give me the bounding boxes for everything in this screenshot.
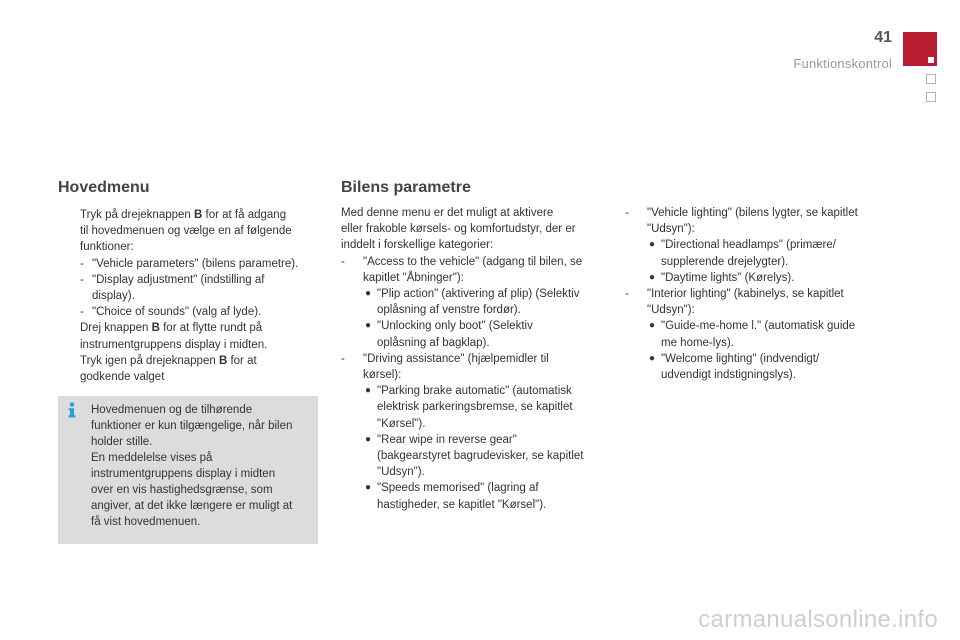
option-guide-me-home: ● "Guide-me-home l." (automatisk guide me home-lys).: [649, 320, 856, 349]
info-icon: [65, 402, 79, 418]
option-display-adjustment: - "Display adjustment" (indstilling af display).: [80, 273, 265, 303]
option-daytime-lights: ● "Daytime lights" (Kørelys).: [649, 271, 795, 284]
outline-square-2: [926, 92, 936, 102]
option-welcome-lighting: ● "Welcome lighting" (indvendigt/ udvendigt indstigningslys).: [649, 352, 820, 382]
category-access: - "Access to the vehicle" (adgang til bilen, se kapitlet "Åbninger"):: [341, 255, 583, 284]
option-unlocking-only-boot: ● "Unlocking only boot" (Selektiv oplåsning af bagklap).: [365, 320, 533, 349]
option-directional-headlamps: ● "Directional headlamps" (primære/ supplerende drejelygter).: [649, 239, 836, 268]
heading-bilens-parametre: Bilens parametre: [341, 179, 471, 196]
option-parking-brake: ● "Parking brake automatic" (automatisk elektrisk parkeringsbremse, se kapitlet "Kørsel").: [365, 385, 573, 430]
step-1: Tryk på drejeknappen B for at få adgang til hovedmenuen og vælge en af følgende funktioner:: [80, 209, 292, 254]
page-number: 41: [874, 29, 892, 46]
outline-square-1: [926, 74, 936, 84]
category-driving-assistance: - "Driving assistance" (hjælpemidler til kørsel):: [341, 352, 549, 382]
right-column: [625, 205, 895, 383]
left-column: [58, 207, 323, 385]
info-text: Hovedmenuen og de tilhørende funktioner er kun tilgængelige, når bilen holder stille. En meddelelse vises på instrumentgruppens display i midten over en vis hastighedsgrænse, som angiver, at det ikke længere er muligt at få vist hovedmenuen.: [91, 404, 293, 528]
info-box: [58, 396, 318, 544]
step-3: Tryk igen på drejeknappen B for at godkende valget: [80, 354, 257, 384]
section-title: Funktionskontrol: [793, 56, 892, 71]
option-vehicle-parameters: - "Vehicle parameters" (bilens parametre).: [80, 257, 299, 270]
red-square-marker: [903, 32, 937, 66]
middle-column: [341, 205, 611, 513]
watermark-text: carmanualsonline.info: [698, 606, 938, 633]
intro-paragraph: Med denne menu er det muligt at aktivere eller frakoble kørsels- og komfortudstyr, der er inddelt i forskellige kategorier:: [341, 207, 576, 252]
option-choice-of-sounds: - "Choice of sounds" (valg af lyde).: [80, 306, 262, 319]
step-2: Drej knappen B for at flytte rundt på instrumentgruppens display i midten.: [80, 322, 268, 351]
option-rear-wipe: ● "Rear wipe in reverse gear" (bakgearstyret bagrudevisker, se kapitlet "Udsyn").: [365, 433, 584, 479]
category-interior-lighting: - "Interior lighting" (kabinelys, se kapitlet "Udsyn"):: [625, 288, 844, 317]
option-speeds-memorised: ● "Speeds memorised" (lagring af hastigheder, se kapitlet "Kørsel").: [365, 482, 547, 511]
heading-hovedmenu: Hovedmenu: [58, 179, 150, 196]
option-plip-action: ● "Plip action" (aktivering af plip) (Selektiv oplåsning af venstre fordør).: [365, 288, 580, 317]
category-vehicle-lighting: - "Vehicle lighting" (bilens lygter, se kapitlet "Udsyn"):: [625, 207, 858, 236]
